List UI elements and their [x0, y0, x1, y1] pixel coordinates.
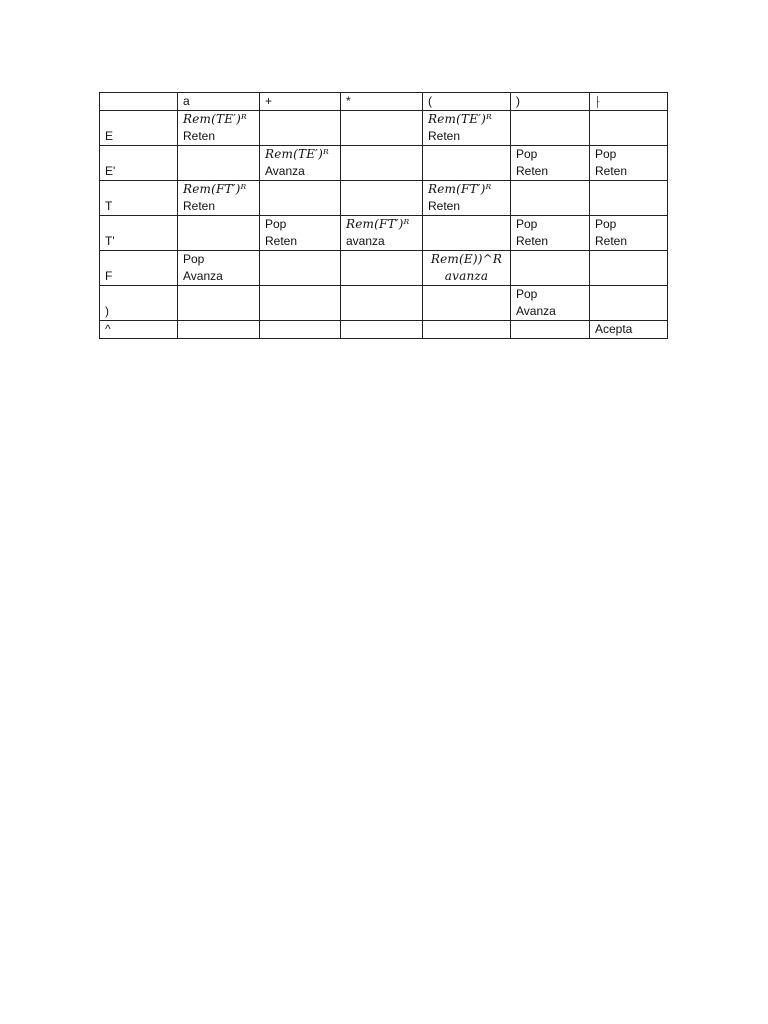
table-cell	[511, 321, 590, 339]
table-cell	[423, 251, 511, 286]
table-row	[100, 251, 668, 286]
cell-production: Rem(TE′)ᴿ	[428, 112, 492, 126]
cell-production: Rem(FT′)ᴿ	[183, 182, 247, 196]
table-cell	[511, 286, 590, 321]
header-cell-end-marker: ⸠	[590, 93, 668, 111]
cell-action: Avanza	[265, 164, 305, 178]
cell-action-pop: Pop	[516, 217, 538, 231]
cell-action-pop: Pop	[595, 147, 617, 161]
cell-production: Rem(E))^R	[430, 252, 503, 266]
cell-action-pop: Pop	[516, 287, 538, 301]
table-cell	[423, 146, 511, 181]
table-cell	[590, 146, 668, 181]
table-cell	[341, 111, 423, 146]
table-cell	[178, 286, 260, 321]
cell-production: Rem(TE′)ᴿ	[265, 147, 329, 161]
table-cell	[590, 111, 668, 146]
table-cell	[178, 111, 260, 146]
cell-action: Reten	[595, 164, 628, 178]
table-cell	[178, 251, 260, 286]
table-row	[100, 216, 668, 251]
table-cell	[511, 111, 590, 146]
cell-action: Reten	[516, 234, 549, 248]
row-label: T	[100, 181, 178, 216]
cell-action: Reten	[183, 199, 216, 213]
table-row	[100, 181, 668, 216]
cell-action-pop: Pop	[265, 217, 287, 231]
cell-production: Rem(FT′)ᴿ	[428, 182, 492, 196]
header-cell-star: *	[341, 93, 423, 111]
row-label: )	[100, 286, 178, 321]
cell-accept: Acepta	[590, 321, 668, 339]
table-cell	[590, 251, 668, 286]
table-cell	[341, 321, 423, 339]
header-cell-rparen: )	[511, 93, 590, 111]
cell-action: avanza	[444, 269, 489, 283]
table-cell	[590, 216, 668, 251]
table-row	[100, 321, 668, 339]
cell-action-pop: Pop	[595, 217, 617, 231]
table-cell	[178, 321, 260, 339]
row-label: ^	[100, 321, 178, 339]
table-cell	[511, 216, 590, 251]
table-cell	[341, 251, 423, 286]
table-cell	[423, 216, 511, 251]
cell-action-pop: Pop	[183, 252, 205, 266]
table-cell	[590, 181, 668, 216]
table-cell	[590, 286, 668, 321]
cell-production: Rem(FT′)ᴿ	[346, 217, 410, 231]
table-cell	[423, 286, 511, 321]
cell-action: Reten	[265, 234, 298, 248]
cell-action: avanza	[346, 234, 385, 248]
parsing-table	[99, 92, 668, 339]
table-cell	[511, 251, 590, 286]
table-cell	[341, 146, 423, 181]
header-cell-corner	[100, 93, 178, 111]
table-cell	[178, 216, 260, 251]
table-cell	[260, 286, 341, 321]
table-cell	[423, 181, 511, 216]
table-cell	[423, 321, 511, 339]
row-label: E	[100, 111, 178, 146]
table-row	[100, 146, 668, 181]
cell-action: Reten	[428, 129, 461, 143]
cell-production: Rem(TE′)ᴿ	[183, 112, 247, 126]
cell-action: Reten	[516, 164, 549, 178]
table-cell	[178, 146, 260, 181]
table-cell	[260, 146, 341, 181]
cell-action: Reten	[428, 199, 461, 213]
table-cell	[341, 181, 423, 216]
cell-action: Avanza	[183, 269, 223, 283]
header-cell-plus: +	[260, 93, 341, 111]
table-cell	[260, 321, 341, 339]
table-cell	[511, 146, 590, 181]
table-row	[100, 286, 668, 321]
cell-action: Avanza	[516, 304, 556, 318]
table-header-row	[100, 93, 668, 111]
table-cell	[511, 181, 590, 216]
row-label: F	[100, 251, 178, 286]
cell-action-pop: Pop	[516, 147, 538, 161]
table-cell	[260, 111, 341, 146]
table-cell	[260, 251, 341, 286]
table-cell	[341, 216, 423, 251]
table-cell	[423, 111, 511, 146]
cell-action: Reten	[183, 129, 216, 143]
header-cell-a: a	[178, 93, 260, 111]
header-cell-lparen: (	[423, 93, 511, 111]
cell-action: Reten	[595, 234, 628, 248]
table-cell	[341, 286, 423, 321]
row-label: T'	[100, 216, 178, 251]
row-label: E'	[100, 146, 178, 181]
table-row	[100, 111, 668, 146]
table-cell	[260, 181, 341, 216]
table-cell	[260, 216, 341, 251]
table-cell	[178, 181, 260, 216]
